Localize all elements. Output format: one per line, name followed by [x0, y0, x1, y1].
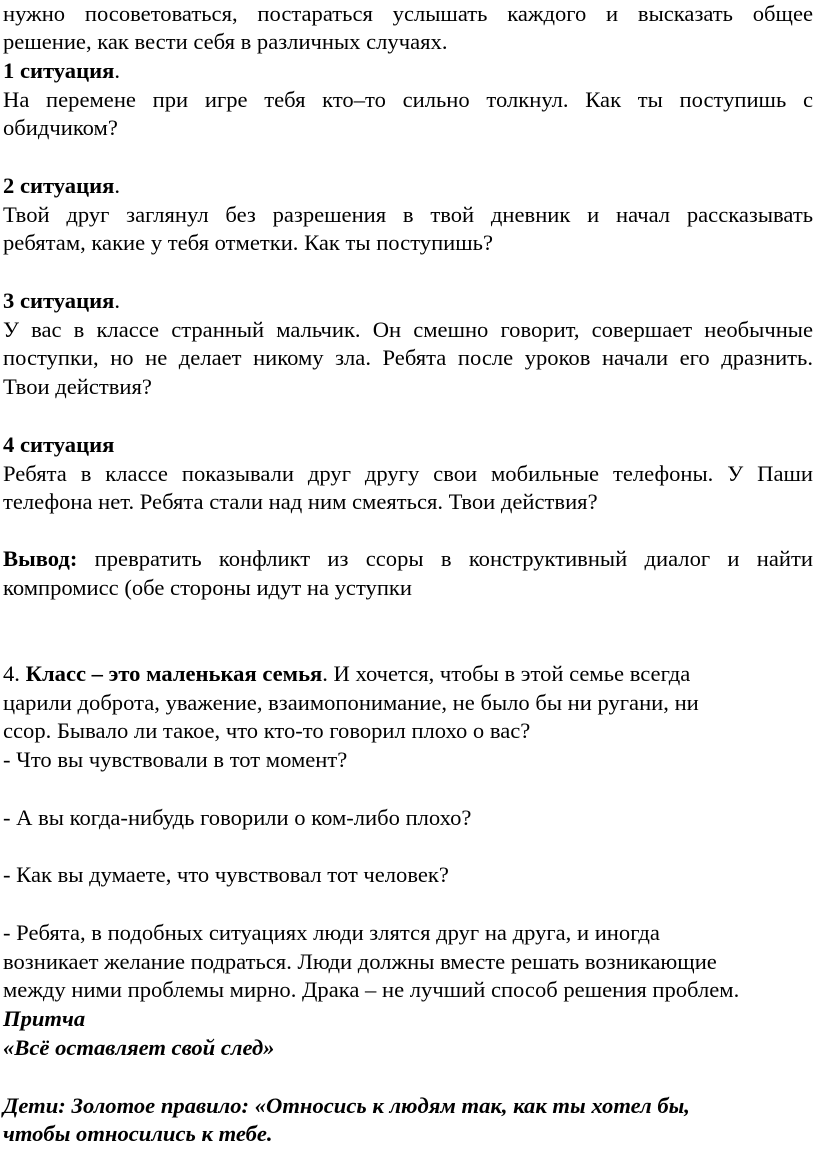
conclusion-line-1 — [3, 545, 813, 573]
situation-1-title-suffix: . — [114, 58, 121, 83]
situation-4-title: 4 ситуация — [3, 432, 115, 457]
section-4-paragraph-line-3: между ними проблемы мирно. Драка – не лучший способ решения проблем. — [3, 977, 740, 1002]
conclusion-text: превратить конфликт из ссоры в конструктивный диалог и найти — [77, 546, 813, 571]
section-4-paragraph-line-1: - Ребята, в подобных ситуациях люди злятся друг на друга, и иногда — [3, 920, 660, 945]
parable-label: Притча — [3, 1006, 86, 1031]
conclusion-label: Вывод: — [3, 546, 78, 571]
section-4-question-1: - Что вы чувствовали в тот момент? — [3, 747, 348, 772]
section-4-line-1 — [3, 660, 813, 688]
section-4-question-3: - Как вы думаете, что чувствовал тот человек? — [3, 862, 449, 887]
situation-2-title: 2 ситуация — [3, 173, 115, 198]
situation-1-line-1: На перемене при игре тебя кто–то сильно толкнул. Как ты поступишь с — [3, 87, 813, 112]
situation-3-line-3: Твои действия? — [3, 374, 152, 399]
parable-title: «Всё оставляет свой след» — [3, 1035, 275, 1060]
children-line-2: чтобы относились к тебе. — [3, 1121, 273, 1146]
situation-3-heading — [3, 287, 813, 315]
section-4-title: Класс – это маленькая семья — [25, 661, 323, 686]
section-4-line-3: ссор. Бывало ли такое, что кто-то говорил плохо о вас? — [3, 718, 531, 743]
situation-3-title: 3 ситуация — [3, 288, 115, 313]
situation-2-line-2: ребятам, какие у тебя отметки. Как ты поступишь? — [3, 230, 493, 255]
situation-3-line-1: У вас в классе странный мальчик. Он смешно говорит, совершает необычные — [3, 317, 813, 342]
intro-line-1: нужно посоветоваться, постараться услышать каждого и высказать общее — [3, 1, 813, 26]
situation-4-line-2: телефона нет. Ребята стали над ним смеяться. Твои действия? — [3, 489, 598, 514]
situation-3-title-suffix: . — [114, 288, 121, 313]
intro-line-2: решение, как вести себя в различных случаях. — [3, 29, 448, 54]
section-4-text: . И хочется, чтобы в этой семье всегда — [322, 661, 691, 686]
situation-1-line-2: обидчиком? — [3, 115, 118, 140]
situation-2-heading — [3, 172, 813, 200]
situation-4-heading — [3, 431, 813, 459]
situation-1-heading — [3, 57, 813, 85]
section-4-paragraph-line-2: возникает желание подраться. Люди должны вместе решать возникающие — [3, 949, 717, 974]
situation-1-title: 1 ситуация — [3, 58, 115, 83]
situation-2-line-1: Твой друг заглянул без разрешения в твой дневник и начал рассказывать — [3, 202, 813, 227]
section-4-question-2: - А вы когда-нибудь говорили о ком-либо плохо? — [3, 805, 472, 830]
children-line-1: Дети: Золотое правило: «Относись к людям так, как ты хотел бы, — [3, 1093, 690, 1118]
conclusion-line-2: компромисс (обе стороны идут на уступки — [3, 575, 412, 600]
section-4-number: 4. — [3, 661, 26, 686]
situation-4-line-1: Ребята в классе показывали друг другу свои мобильные телефоны. У Паши — [3, 461, 813, 486]
situation-3-line-2: поступки, но не делает никому зла. Ребята после уроков начали его дразнить. — [3, 345, 813, 370]
section-4-line-2: царили доброта, уважение, взаимопонимание, не было бы ни ругани, ни — [3, 690, 699, 715]
situation-2-title-suffix: . — [114, 173, 121, 198]
